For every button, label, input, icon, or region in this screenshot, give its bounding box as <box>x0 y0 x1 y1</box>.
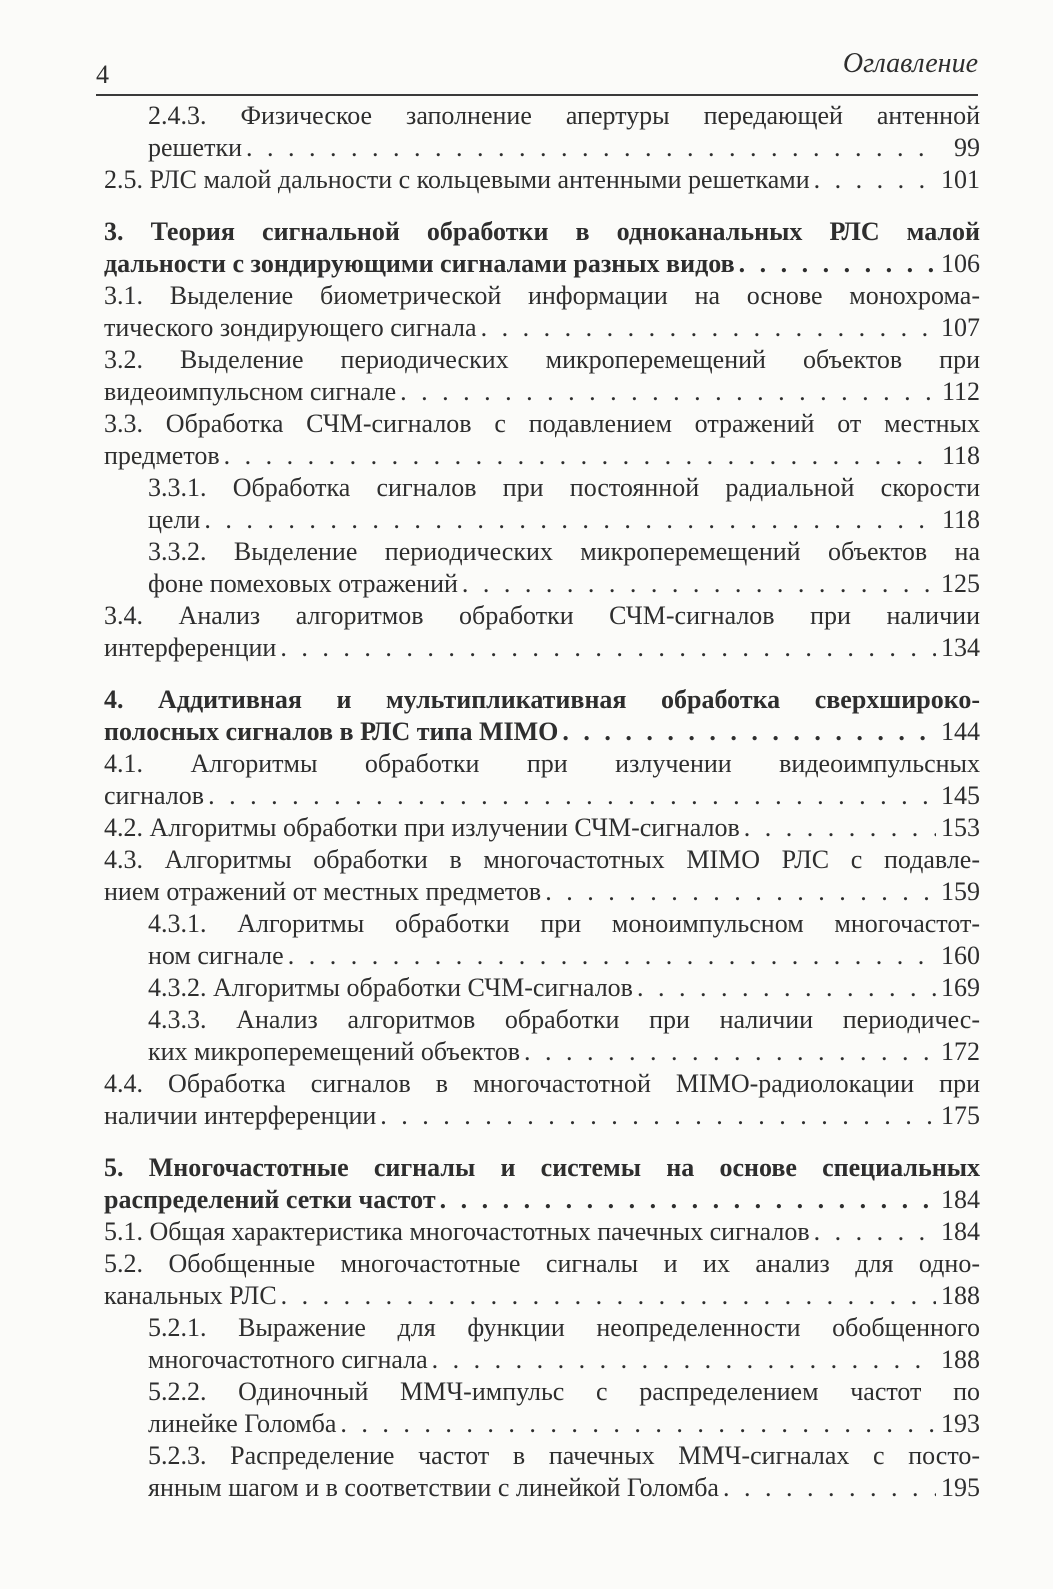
toc-chapter-entry[interactable] <box>104 1152 980 1216</box>
toc-entry-title-line2: сигналов <box>104 781 205 810</box>
toc-entry-title-line2: янным шагом и в соответствии с линейкой Голомба <box>148 1473 719 1502</box>
running-title: Оглавление <box>842 48 978 79</box>
toc-entry-title-line2: наличии интерференции <box>104 1101 377 1130</box>
leader-dots <box>814 1216 936 1248</box>
toc-entry-page: 145 <box>941 781 980 810</box>
leader-dots <box>545 876 936 908</box>
leader-dots <box>744 812 936 844</box>
leader-dots <box>400 376 936 408</box>
page-header <box>96 48 978 96</box>
toc-entry-title-line1: 5.2.1. Выражение для функции неопределенности обобщенного <box>148 1313 980 1342</box>
toc-entry-title-line2: дальности с зондирующими сигналами разных видов <box>104 249 735 278</box>
leader-dots <box>814 164 936 196</box>
toc-entry[interactable] <box>104 280 980 344</box>
toc-entry[interactable] <box>104 1068 980 1132</box>
toc-entry[interactable] <box>104 1376 980 1440</box>
toc-entry-title-line2: нием отражений от местных предметов <box>104 877 542 906</box>
toc-entry-page: 175 <box>941 1101 980 1130</box>
leader-dots <box>562 716 936 748</box>
leader-dots <box>340 1408 936 1440</box>
toc-entry[interactable] <box>104 1440 980 1504</box>
toc-entry-title-line2: цели <box>148 505 201 534</box>
toc-entry-title-line1: 4.3.3. Анализ алгоритмов обработки при наличии периодичес- <box>148 1005 980 1034</box>
toc-entry[interactable] <box>104 600 980 664</box>
toc-entry-title-line2: решетки <box>148 133 243 162</box>
page-number: 4 <box>96 60 109 89</box>
toc-entry-title-line1: 4.1. Алгоритмы обработки при излучении видеоимпульсных <box>104 749 980 778</box>
toc-entry-title-line2: распределений сетки частот <box>104 1185 436 1214</box>
toc-entry-page: 159 <box>941 877 980 906</box>
toc-entry-page: 107 <box>941 313 980 342</box>
toc-entry-page: 188 <box>941 1345 980 1374</box>
leader-dots <box>246 132 936 164</box>
toc-entry-page: 118 <box>941 505 980 534</box>
toc-entry-page: 99 <box>954 133 980 162</box>
table-of-contents <box>104 100 980 1504</box>
leader-dots <box>380 1100 936 1132</box>
toc-entry[interactable] <box>104 100 980 164</box>
toc-entry-page: 134 <box>941 633 980 662</box>
toc-entry-page: 195 <box>941 1473 980 1502</box>
leader-dots <box>481 312 936 344</box>
leader-dots <box>524 1036 936 1068</box>
leader-dots <box>432 1344 936 1376</box>
toc-entry-title-line2: предметов <box>104 441 220 470</box>
toc-entry-page: 153 <box>941 813 980 842</box>
toc-entry-title-line1: 3.1. Выделение биометрической информации на основе монохрома- <box>104 281 980 310</box>
leader-dots <box>637 972 936 1004</box>
toc-entry-title-line2: тического зондирующего сигнала <box>104 313 477 342</box>
toc-entry-page: 125 <box>941 569 980 598</box>
toc-entry-title-line2: фоне помеховых отражений <box>148 569 458 598</box>
toc-entry-page: 169 <box>941 973 980 1002</box>
toc-entry-title-line2: 4.3.2. Алгоритмы обработки СЧМ-сигналов <box>148 973 633 1002</box>
toc-entry-title-line2: линейке Голомба <box>148 1409 337 1438</box>
leader-dots <box>462 568 936 600</box>
toc-entry-page: 172 <box>941 1037 980 1066</box>
toc-entry[interactable] <box>104 908 980 972</box>
toc-entry-title-line1: 5.2.2. Одиночный ММЧ-импульс с распределением частот по <box>148 1377 980 1406</box>
toc-entry-title-line1: 2.4.3. Физическое заполнение апертуры передающей антенной <box>148 101 980 130</box>
toc-entry-page: 160 <box>941 941 980 970</box>
toc-entry-page: 118 <box>941 441 980 470</box>
toc-entry-title-line1: 5.2. Обобщенные многочастотные сигналы и их анализ для одно- <box>104 1249 980 1278</box>
toc-entry-title-line1: 3. Теория сигнальной обработки в одноканальных РЛС малой <box>104 217 980 246</box>
toc-entry-title-line2: 4.2. Алгоритмы обработки при излучении СЧМ-сигналов <box>104 813 740 842</box>
toc-entry-title-line1: 4. Аддитивная и мультипликативная обработка сверхшироко- <box>104 685 980 714</box>
leader-dots <box>280 632 936 664</box>
toc-entry[interactable] <box>104 1248 980 1312</box>
toc-entry-title-line2: многочастотного сигнала <box>148 1345 428 1374</box>
leader-dots <box>739 248 936 280</box>
toc-entry-title-line1: 4.4. Обработка сигналов в многочастотной MIMO-радиолокации при <box>104 1069 980 1098</box>
toc-entry[interactable] <box>104 1004 980 1068</box>
toc-entry[interactable] <box>104 344 980 408</box>
toc-entry-title-line1: 5. Многочастотные сигналы и системы на основе специальных <box>104 1153 980 1182</box>
toc-entry[interactable] <box>104 164 980 196</box>
toc-entry-page: 188 <box>941 1281 980 1310</box>
toc-entry-page: 112 <box>941 377 980 406</box>
toc-entry-title-line2: полосных сигналов в РЛС типа MIMO <box>104 717 559 746</box>
leader-dots <box>224 440 936 472</box>
toc-entry-title-line2: ном сигнале <box>148 941 284 970</box>
toc-entry-title-line2: ких микроперемещений объектов <box>148 1037 520 1066</box>
toc-entry-page: 184 <box>941 1217 980 1246</box>
toc-entry[interactable] <box>104 408 980 472</box>
toc-entry-title-line2: интерференции <box>104 633 277 662</box>
toc-entry-page: 193 <box>941 1409 980 1438</box>
toc-chapter-entry[interactable] <box>104 216 980 280</box>
leader-dots <box>440 1184 936 1216</box>
toc-entry-page: 184 <box>941 1185 980 1214</box>
leader-dots <box>288 940 936 972</box>
toc-entry-title-line2: 5.1. Общая характеристика многочастотных пачечных сигналов <box>104 1217 810 1246</box>
toc-entry-page: 106 <box>941 249 980 278</box>
toc-entry[interactable] <box>104 748 980 812</box>
toc-entry-title-line1: 3.2. Выделение периодических микроперемещений объектов при <box>104 345 980 374</box>
toc-entry-title-line1: 3.3.1. Обработка сигналов при постоянной радиальной скорости <box>148 473 980 502</box>
toc-entry[interactable] <box>104 844 980 908</box>
toc-entry[interactable] <box>104 1216 980 1248</box>
leader-dots <box>723 1472 936 1504</box>
toc-entry-title-line2: 2.5. РЛС малой дальности с кольцевыми антенными решетками <box>104 165 810 194</box>
toc-entry-title-line2: видеоимпульсном сигнале <box>104 377 397 406</box>
leader-dots <box>208 780 936 812</box>
toc-entry-page: 144 <box>941 717 980 746</box>
toc-entry-title-line1: 4.3.1. Алгоритмы обработки при моноимпульсном многочастот- <box>148 909 980 938</box>
leader-dots <box>204 504 936 536</box>
toc-entry-title-line2: канальных РЛС <box>104 1281 277 1310</box>
toc-entry-title-line1: 3.4. Анализ алгоритмов обработки СЧМ-сигналов при наличии <box>104 601 980 630</box>
toc-entry[interactable] <box>104 472 980 536</box>
toc-entry-title-line1: 3.3. Обработка СЧМ-сигналов с подавлением отражений от местных <box>104 409 980 438</box>
toc-entry[interactable] <box>104 1312 980 1376</box>
toc-entry-page: 101 <box>941 165 980 194</box>
toc-entry[interactable] <box>104 536 980 600</box>
toc-entry-title-line1: 4.3. Алгоритмы обработки в многочастотных MIMO РЛС с подавле- <box>104 845 980 874</box>
leader-dots <box>281 1280 936 1312</box>
toc-chapter-entry[interactable] <box>104 684 980 748</box>
toc-entry-title-line1: 3.3.2. Выделение периодических микроперемещений объектов на <box>148 537 980 566</box>
toc-entry[interactable] <box>104 812 980 844</box>
toc-entry[interactable] <box>104 972 980 1004</box>
toc-entry-title-line1: 5.2.3. Распределение частот в пачечных ММЧ-сигналах с посто- <box>148 1441 980 1470</box>
